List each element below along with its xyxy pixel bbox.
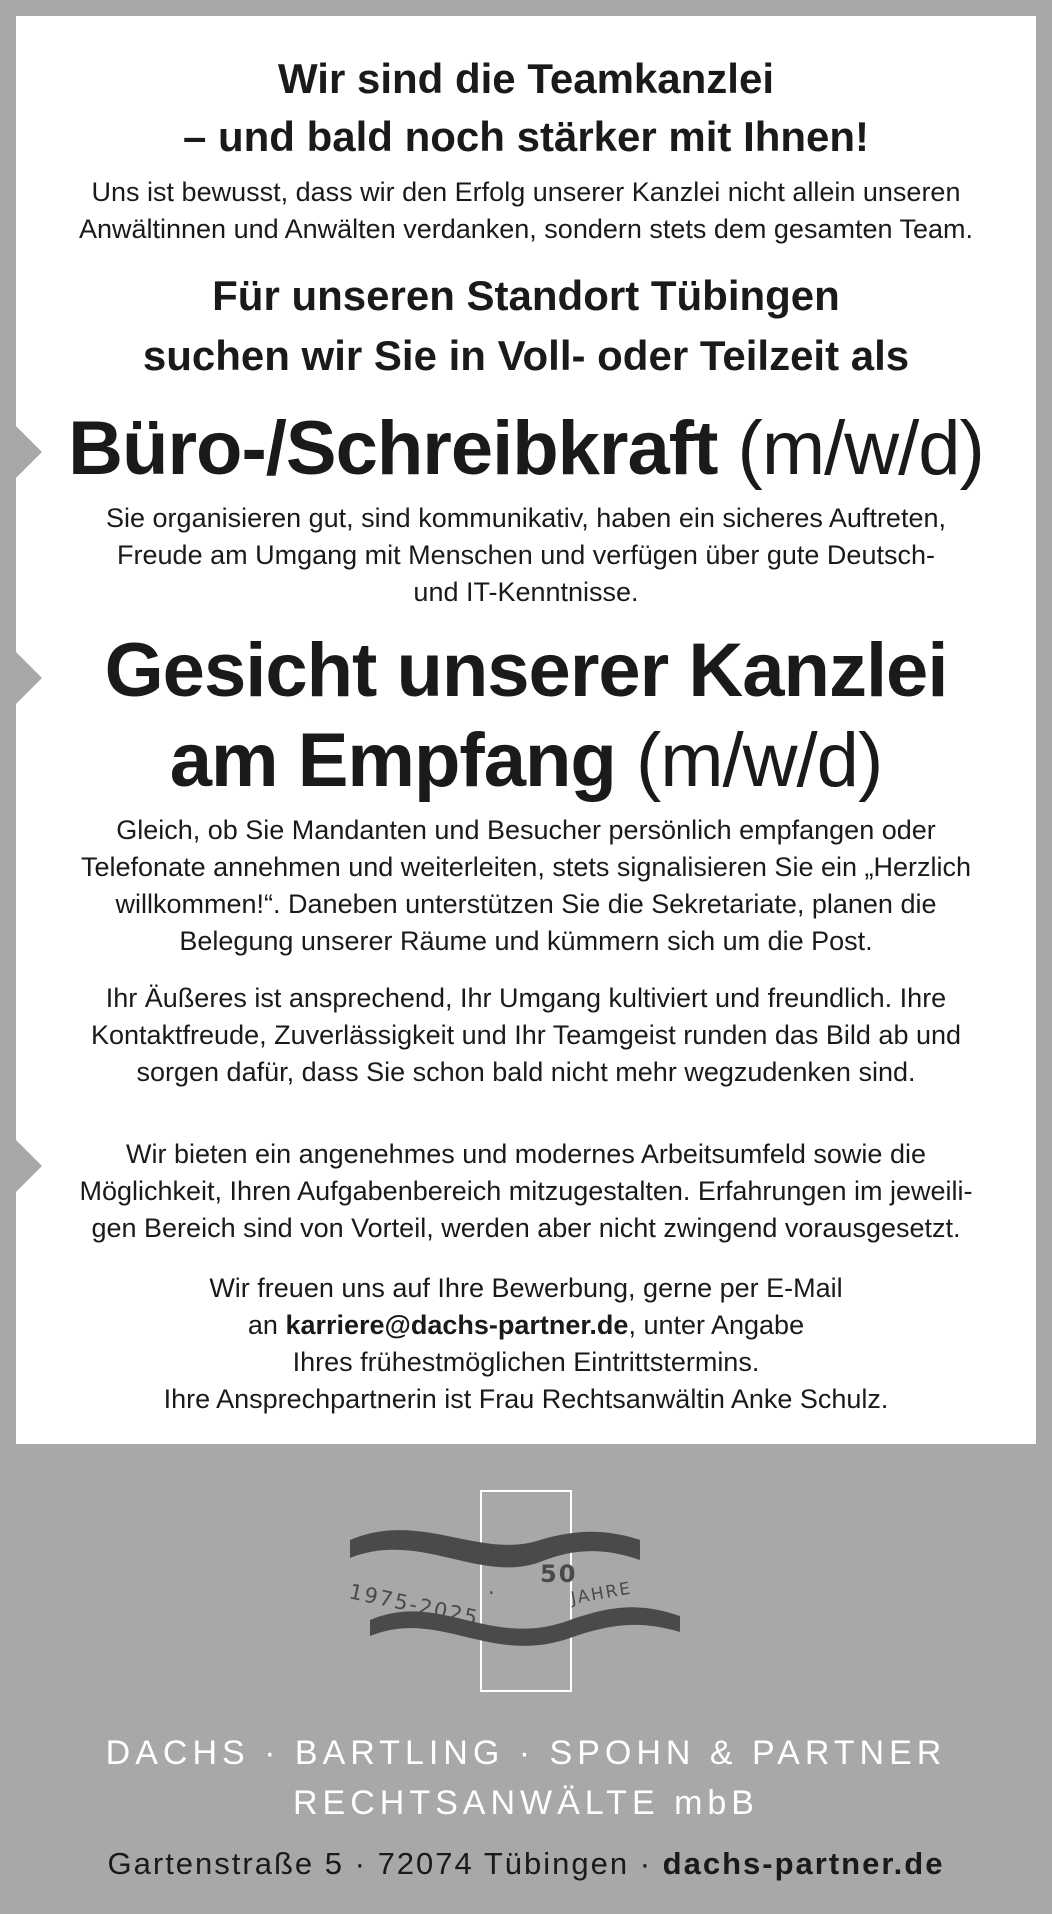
svg-text:·: · <box>488 1581 495 1605</box>
logo-years: 1975-2025 <box>346 1579 482 1631</box>
job1-description: Sie organisieren gut, sind kommunikativ, haben ein sicheres Auftreten, Freude am Umgang mit Menschen und verfügen über gute Deutsch- und IT-Kenntnisse. <box>106 503 946 607</box>
intro-headline: Wir sind die Teamkanzlei – und bald noch stärker mit Ihnen! <box>182 55 870 160</box>
logo-jahre: JAHRE <box>569 1578 634 1609</box>
street: Gartenstraße 5 <box>107 1846 344 1881</box>
location-heading: Für unseren Standort Tübingen suchen wir Sie in Voll- oder Teilzeit als <box>142 272 910 379</box>
job2-description-2: Ihr Äußeres ist ansprechend, Ihr Umgang kultiviert und freundlich. Ihre Kontaktfreude, Zuverlässigkeit und Ihr Teamgeist runden das Bild ab und sorgen dafür, dass Sie schon bald nicht mehr wegzudenken sind. <box>90 983 962 1087</box>
logo-fifty: 50 <box>540 1560 578 1588</box>
job-ad-panel <box>16 16 1036 1444</box>
address-line: Gartenstraße 5 · 72074 Tübingen · dachs-partner.de <box>107 1846 945 1881</box>
application-info: Wir freuen uns auf Ihre Bewerbung, gerne per E-Mail an karriere@dachs-partner.de, unter Angabe Ihres frühestmöglichen Eintrittstermins. Ihre Ansprechpartnerin ist Frau Rechtsanwältin Anke Schulz. <box>163 1273 889 1414</box>
city: 72074 Tübingen <box>377 1846 630 1881</box>
email-link[interactable]: karriere@dachs-partner.de <box>285 1310 629 1340</box>
anniversary-logo <box>340 1520 720 1670</box>
firm-type: RECHTSANWÄLTE mbB <box>293 1784 759 1822</box>
job2-description-1: Gleich, ob Sie Mandanten und Besucher persönlich empfangen oder Telefonate annehmen und weiterleiten, stets signalisieren Sie ein „Herzlich willkommen!“. Daneben unterstützen Sie die Sekretariate, planen die Belegung unserer Räume und kümmern sich um die Post. <box>81 815 971 956</box>
intro-text: Uns ist bewusst, dass wir den Erfolg unserer Kanzlei nicht allein unseren Anwältinnen und Anwälten verdanken, sondern stets dem gesamten Team. <box>78 177 974 244</box>
firm-name: DACHS · BARTLING · SPOHN & PARTNER <box>105 1734 947 1772</box>
website-link[interactable]: dachs-partner.de <box>662 1846 945 1881</box>
job2-title: Gesicht unserer Kanzlei am Empfang (m/w/d) <box>104 628 948 803</box>
job1-title: Büro-/Schreibkraft (m/w/d) <box>68 406 984 491</box>
offer-text: Wir bieten ein angenehmes und modernes Arbeitsumfeld sowie die Möglichkeit, Ihren Aufgabenbereich mitzugestalten. Erfahrungen im jeweili- gen Bereich sind von Vorteil, werden aber nicht zwingend vorausgesetzt. <box>79 1139 973 1243</box>
